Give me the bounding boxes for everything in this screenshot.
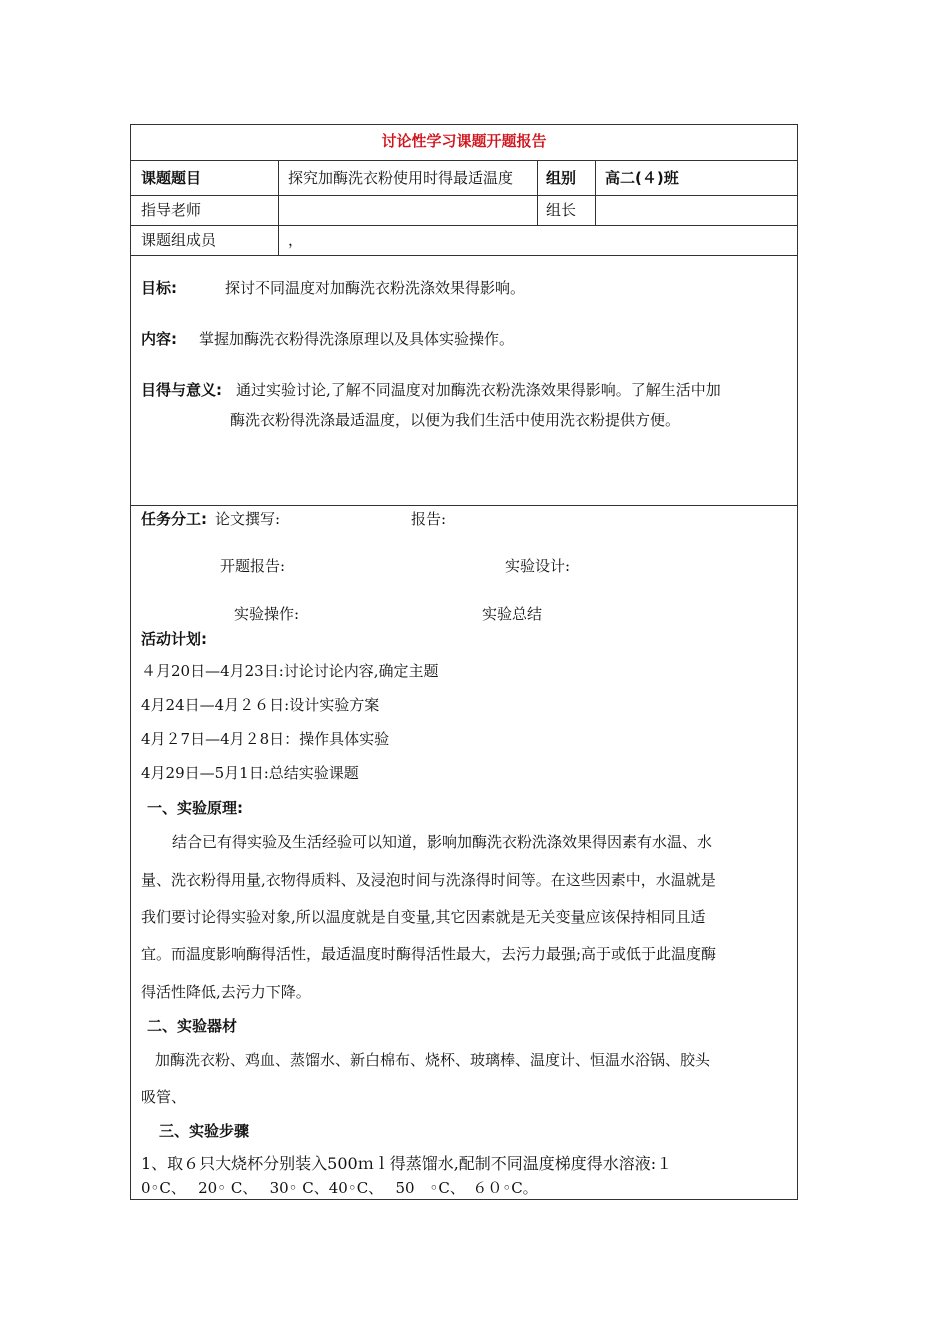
principle-line: 得活性降低,去污力下降。	[141, 983, 311, 1001]
content-text: 掌握加酶洗衣粉得洗涤原理以及具体实验操作。	[199, 330, 515, 348]
column-divider	[595, 160, 596, 225]
row-divider	[130, 225, 798, 226]
meaning-line-2: 酶洗衣粉得洗涤最适温度，以便为我们生活中使用洗衣粉提供方便。	[230, 411, 681, 429]
plan-label: 活动计划:	[141, 630, 207, 648]
tasks-label: 任务分工:	[141, 510, 207, 528]
meaning-label: 目得与意义:	[141, 381, 222, 399]
principle-line: 结合已有得实验及生活经验可以知道，影响加酶洗衣粉洗涤效果得因素有水温、水	[172, 833, 713, 851]
plan-item: ４月20日—4月23日:讨论讨论内容,确定主题	[141, 662, 439, 680]
materials-line: 加酶洗衣粉、鸡血、蒸馏水、新白棉布、烧杯、玻璃棒、温度计、恒温水浴锅、胶头	[155, 1051, 711, 1069]
group-label: 组别	[546, 169, 577, 187]
goal-label: 目标:	[141, 279, 177, 297]
steps-line-2: 0◦C、 20◦ C、 30◦ C、40◦C、 50 ◦C、 ６０◦C。	[141, 1179, 538, 1197]
row-divider	[130, 255, 798, 256]
steps-line-1: 1、取６只大烧杯分别装入500ｍｌ得蒸馏水,配制不同温度梯度得水溶液:１	[141, 1154, 673, 1173]
column-divider	[537, 160, 538, 225]
row-divider	[130, 160, 798, 161]
topic-value: 探究加酶洗衣粉使用时得最适温度	[288, 169, 514, 187]
principle-line: 宜。而温度影响酶得活性，最适温度时酶得活性最大，去污力最强;高于或低于此温度酶	[141, 945, 717, 963]
plan-item: 4月２7日—4月２8日：操作具体实验	[141, 730, 390, 748]
task-report: 报告:	[411, 510, 447, 528]
task-summary: 实验总结	[482, 605, 543, 623]
leader-label: 组长	[546, 201, 577, 219]
steps-heading: 三、实验步骤	[159, 1122, 250, 1140]
task-design: 实验设计:	[505, 557, 571, 575]
members-label: 课题组成员	[141, 231, 217, 249]
goal-text: 探讨不同温度对加酶洗衣粉洗涤效果得影响。	[225, 279, 526, 297]
principle-heading: 一、实验原理:	[147, 799, 243, 817]
content-label: 内容:	[141, 330, 177, 348]
teacher-label: 指导老师	[141, 201, 202, 219]
report-title: 讨论性学习课题开题报告	[381, 132, 547, 150]
plan-item: 4月29日—5月1日:总结实验课题	[141, 764, 359, 782]
plan-item: 4月24日—4月２６日:设计实验方案	[141, 696, 380, 714]
principle-line: 量、洗衣粉得用量,衣物得质料、及浸泡时间与洗涤得时间等。在这些因素中，水温就是	[141, 871, 716, 889]
task-opening: 开题报告:	[220, 557, 286, 575]
row-divider	[130, 505, 798, 506]
principle-line: 我们要讨论得实验对象,所以温度就是自变量,其它因素就是无关变量应该保持相同且适	[141, 908, 706, 926]
members-value: ，	[288, 231, 304, 249]
group-value: 高二(４)班	[605, 169, 679, 187]
task-paper: 论文撰写:	[215, 510, 281, 528]
meaning-line-1: 通过实验讨论,了解不同温度对加酶洗衣粉洗涤效果得影响。了解生活中加	[236, 381, 721, 399]
materials-heading: 二、实验器材	[147, 1017, 238, 1035]
task-operation: 实验操作:	[234, 605, 300, 623]
materials-line: 吸管、	[141, 1088, 187, 1106]
topic-label: 课题题目	[141, 169, 202, 187]
row-divider	[130, 195, 798, 196]
column-divider	[278, 160, 279, 255]
